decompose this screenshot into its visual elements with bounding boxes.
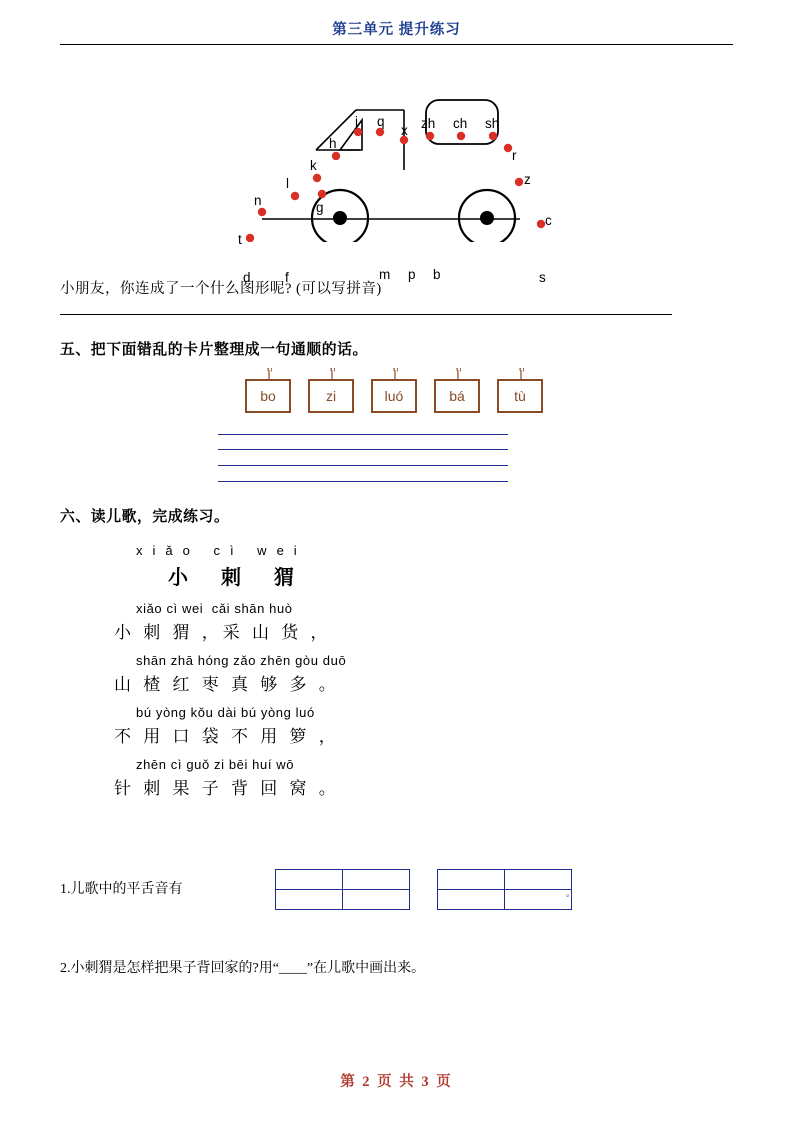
question-1-period: 。 [566, 888, 576, 898]
dot-label: s [539, 270, 546, 285]
puzzle-caption: 小朋友，你连成了一个什么图形呢? (可以写拼音) [60, 281, 382, 297]
poem-line-pinyin: shān zhā hóng zǎo zhēn gòu duō [136, 653, 347, 668]
dot-label: n [254, 193, 262, 208]
dot-join-puzzle [0, 52, 793, 285]
dot-label: r [512, 148, 517, 163]
writing-line-row[interactable] [218, 450, 508, 466]
dot-label: b [433, 267, 441, 282]
card-label: bá [434, 379, 480, 413]
poem-line-hanzi: 小 刺 猬 ，采 山 货 ， [114, 623, 332, 642]
poem-line [108, 757, 708, 799]
table-cell[interactable] [343, 870, 410, 890]
card-label: bo [245, 379, 291, 413]
card-label: tù [497, 379, 543, 413]
dot-label: f [285, 270, 289, 285]
dot-label: h [329, 136, 337, 151]
dot-label: l [286, 176, 289, 191]
header-divider [60, 44, 733, 45]
table-row[interactable] [276, 870, 410, 890]
poem-line-pinyin: zhēn cì guǒ zi bēi huí wō [136, 757, 295, 772]
card-item[interactable] [434, 368, 482, 426]
card-item[interactable] [497, 368, 545, 426]
poem-line-hanzi: 针 刺 果 子 背 回 窝 。 [114, 779, 340, 798]
table-row[interactable] [438, 870, 572, 890]
poem-line-pinyin: xiǎo cì wei cǎi shān huò [136, 601, 293, 616]
card-item[interactable] [371, 368, 419, 426]
poem-title: 小 刺 猬 [168, 567, 308, 589]
dot-label: g [316, 200, 324, 215]
table-cell[interactable] [505, 870, 572, 890]
poem-line [108, 705, 708, 747]
dot-label: zh [421, 116, 436, 131]
section-6-heading: 六、读儿歌，完成练习。 [60, 509, 230, 525]
writing-line-row[interactable] [218, 434, 508, 450]
table-cell[interactable] [343, 890, 410, 910]
dot-label: d [243, 270, 251, 285]
section-divider [60, 314, 672, 315]
dot-label: x [401, 123, 408, 138]
dot-label: q [377, 114, 385, 129]
dot-label: m [379, 267, 391, 282]
page-header-title: 第三单元 提升练习 [332, 22, 461, 38]
line [218, 434, 508, 435]
card-item[interactable] [308, 368, 356, 426]
answer-table-2[interactable] [437, 869, 572, 910]
puzzle-drawing [0, 52, 793, 242]
line [218, 481, 508, 482]
card-item[interactable] [245, 368, 293, 426]
table-cell[interactable] [438, 890, 505, 910]
section-5-heading: 五、把下面错乱的卡片整理成一句通顺的话。 [60, 342, 368, 358]
dot-label: t [238, 232, 242, 247]
page-footer: 第 2 页 共 3 页 [340, 1074, 453, 1090]
poem-line [108, 653, 708, 695]
poem-line-hanzi: 不 用 口 袋 不 用 箩 ， [114, 727, 340, 746]
word-cards [245, 368, 565, 428]
poem-line [108, 601, 708, 643]
dot-label: j [355, 114, 358, 129]
poem-line-pinyin: bú yòng kǒu dài bú yòng luó [136, 705, 315, 720]
dot-label: p [408, 267, 416, 282]
card-label: luó [371, 379, 417, 413]
table-cell[interactable] [276, 890, 343, 910]
poem-line-hanzi: 山 楂 红 枣 真 够 多 。 [114, 675, 340, 694]
question-2-text: 2.小刺猬是怎样把果子背回家的?用“____”在儿歌中画出来。 [60, 961, 426, 976]
table-cell[interactable] [276, 870, 343, 890]
answer-table-1[interactable] [275, 869, 410, 910]
table-row[interactable] [438, 890, 572, 910]
table-row[interactable] [276, 890, 410, 910]
dot-label: z [524, 172, 531, 187]
answer-writing-lines[interactable] [218, 434, 508, 482]
dot-label: ch [453, 116, 468, 131]
dot-label: sh [485, 116, 500, 131]
writing-line-row[interactable] [218, 466, 508, 482]
table-cell[interactable] [438, 870, 505, 890]
table-cell[interactable] [505, 890, 572, 910]
dot-label: k [310, 158, 317, 173]
card-label: zi [308, 379, 354, 413]
dot-label: c [545, 213, 552, 228]
poem-title-pinyin: xiǎo cì wei [136, 543, 307, 558]
question-1-text: 1.儿歌中的平舌音有 [60, 882, 183, 897]
